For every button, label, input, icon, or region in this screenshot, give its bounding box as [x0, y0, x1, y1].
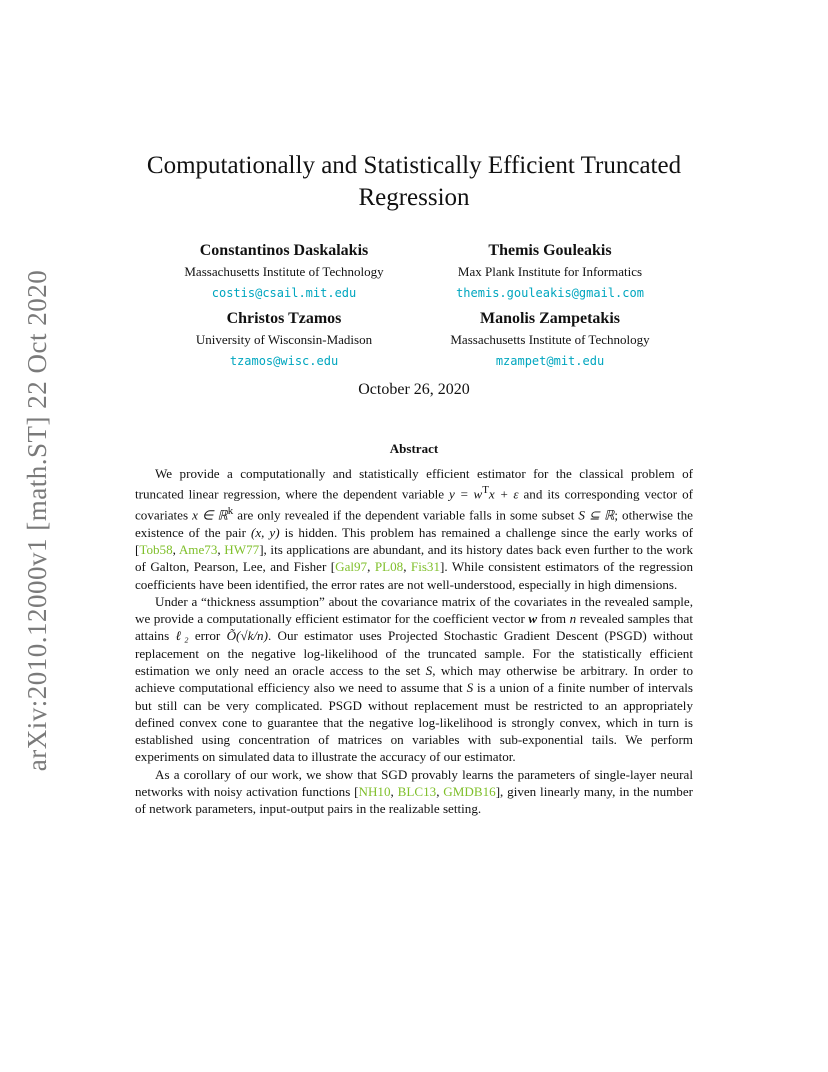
text-run: , — [436, 784, 444, 800]
math-superscript: T — [482, 484, 489, 497]
text-run: ], its applications are abundant, and its history dates back even further to the work of Galton, Pearson, Lee, and Fisher [ — [135, 541, 694, 575]
text-run: error — [188, 628, 227, 644]
abstract-heading: Abstract — [389, 441, 439, 456]
author-name: Constantinos Daskalakis — [199, 242, 369, 259]
author-email-link[interactable]: mzampet@mit.edu — [495, 354, 605, 368]
text-run: As a corollary of our work, we show that SGD provably learns the parameters of single-layer neural networks with noisy activation functions [ — [135, 766, 693, 800]
publication-date: October 26, 2020 — [358, 381, 470, 398]
paper-title: Computationally and Statistically Efficient Truncated Regression — [146, 152, 682, 211]
author-email-link[interactable]: costis@csail.mit.edu — [211, 286, 357, 300]
citation-link[interactable]: BLC13 — [397, 784, 437, 800]
math-superscript: k — [227, 504, 234, 517]
text-run: , — [403, 559, 411, 575]
text-run: ; otherwise the existence of the pair — [135, 507, 693, 540]
citation-link[interactable]: Tob58 — [139, 541, 173, 557]
text-run: is hidden. This problem has remained a challenge since the early works of [ — [135, 524, 693, 557]
math-inline: S ⊆ ℝ — [578, 507, 615, 523]
text-run: is a union of a finite number of intervals but still can be very complicated. PSGD without replacement must be restricted to an appropriately defined convex cone to guarantee that the negative log-likelihood is strongly convex, which in turn is established using concentration of matrices on variables with sub-exponential tails. We perform experiments on simulated data to illustrate the accuracy of our estimator. — [135, 680, 693, 765]
abstract-paragraph — [135, 593, 693, 766]
author-email-link[interactable]: themis.gouleakis@gmail.com — [456, 286, 644, 300]
citation-link[interactable]: GMDB16 — [443, 784, 496, 800]
abstract-body — [135, 465, 693, 818]
text-run: ], given linearly many, in the number of network parameters, input-output pairs in the realizable setting. — [135, 784, 694, 817]
text-run: are only revealed if the dependent variable falls in some subset — [233, 507, 579, 523]
math-inline: (x, y) — [250, 524, 280, 540]
abstract-paragraph — [135, 465, 693, 593]
author-name: Manolis Zampetakis — [479, 310, 620, 327]
math-inline: S — [425, 662, 433, 678]
author-affiliation: University of Wisconsin-Madison — [195, 332, 373, 347]
math-inline: n — [569, 611, 577, 627]
math-inline: Õ(√k/n) — [226, 628, 268, 644]
math-inline: x + ε — [488, 486, 519, 502]
text-run: and its corresponding vector of covariates — [135, 486, 693, 523]
citation-link[interactable]: HW77 — [224, 541, 260, 557]
math-inline: w — [528, 611, 538, 627]
text-run: , — [390, 784, 398, 800]
math-inline: S — [466, 680, 474, 696]
text-run: . Our estimator uses Projected Stochastic Gradient Descent (PSGD) without replacement on the negative log-likelihood of the truncated sample. For the statistically efficient estimation we only need an oracle access to the set — [135, 628, 694, 678]
citation-link[interactable]: PL08 — [374, 559, 404, 575]
arxiv-stamp-text: arXiv:2010.12000v1 [math.ST] 22 Oct 2020 — [22, 269, 53, 771]
citation-link[interactable]: Fis31 — [410, 559, 441, 575]
author-email-link[interactable]: tzamos@wisc.edu — [229, 354, 339, 368]
author-name: Themis Gouleakis — [488, 242, 612, 259]
author-block — [390, 241, 710, 304]
author-affiliation: Massachusetts Institute of Technology — [184, 264, 384, 279]
author-affiliation: Max Plank Institute for Informatics — [457, 264, 643, 279]
author-affiliation: Massachusetts Institute of Technology — [450, 332, 650, 347]
citation-link[interactable]: Gal97 — [335, 559, 368, 575]
citation-link[interactable]: Ame73 — [178, 541, 218, 557]
text-run: revealed samples that attains — [135, 611, 693, 644]
text-run: , — [172, 541, 179, 557]
author-block — [390, 309, 710, 372]
arxiv-identifier-stamp — [16, 270, 60, 770]
math-inline: y = w — [449, 486, 483, 502]
text-run: from — [537, 611, 570, 627]
author-name: Christos Tzamos — [226, 310, 342, 327]
text-run: , which may otherwise be arbitrary. In order to achieve computational efficiency also we need to assume that — [135, 662, 693, 696]
text-run: , — [217, 541, 225, 557]
citation-link[interactable]: NH10 — [358, 784, 391, 800]
math-inline: x ∈ ℝ — [192, 507, 228, 523]
text-run: Under a “thickness assumption” about the covariance matrix of the covariates in the revealed sample, we provide a computationally efficient estimator for the coefficient vector — [135, 593, 693, 627]
text-run: ]. While consistent estimators of the regression coefficients have been identified, the error rates are not well-understood, especially in high dimensions. — [135, 559, 693, 592]
math-inline: ℓ₂ — [175, 628, 189, 644]
text-run: We provide a computationally and statistically efficient estimator for the classical problem of truncated linear regression, where the dependent variable — [135, 466, 693, 502]
abstract-paragraph — [135, 766, 693, 818]
text-run: , — [367, 559, 375, 575]
